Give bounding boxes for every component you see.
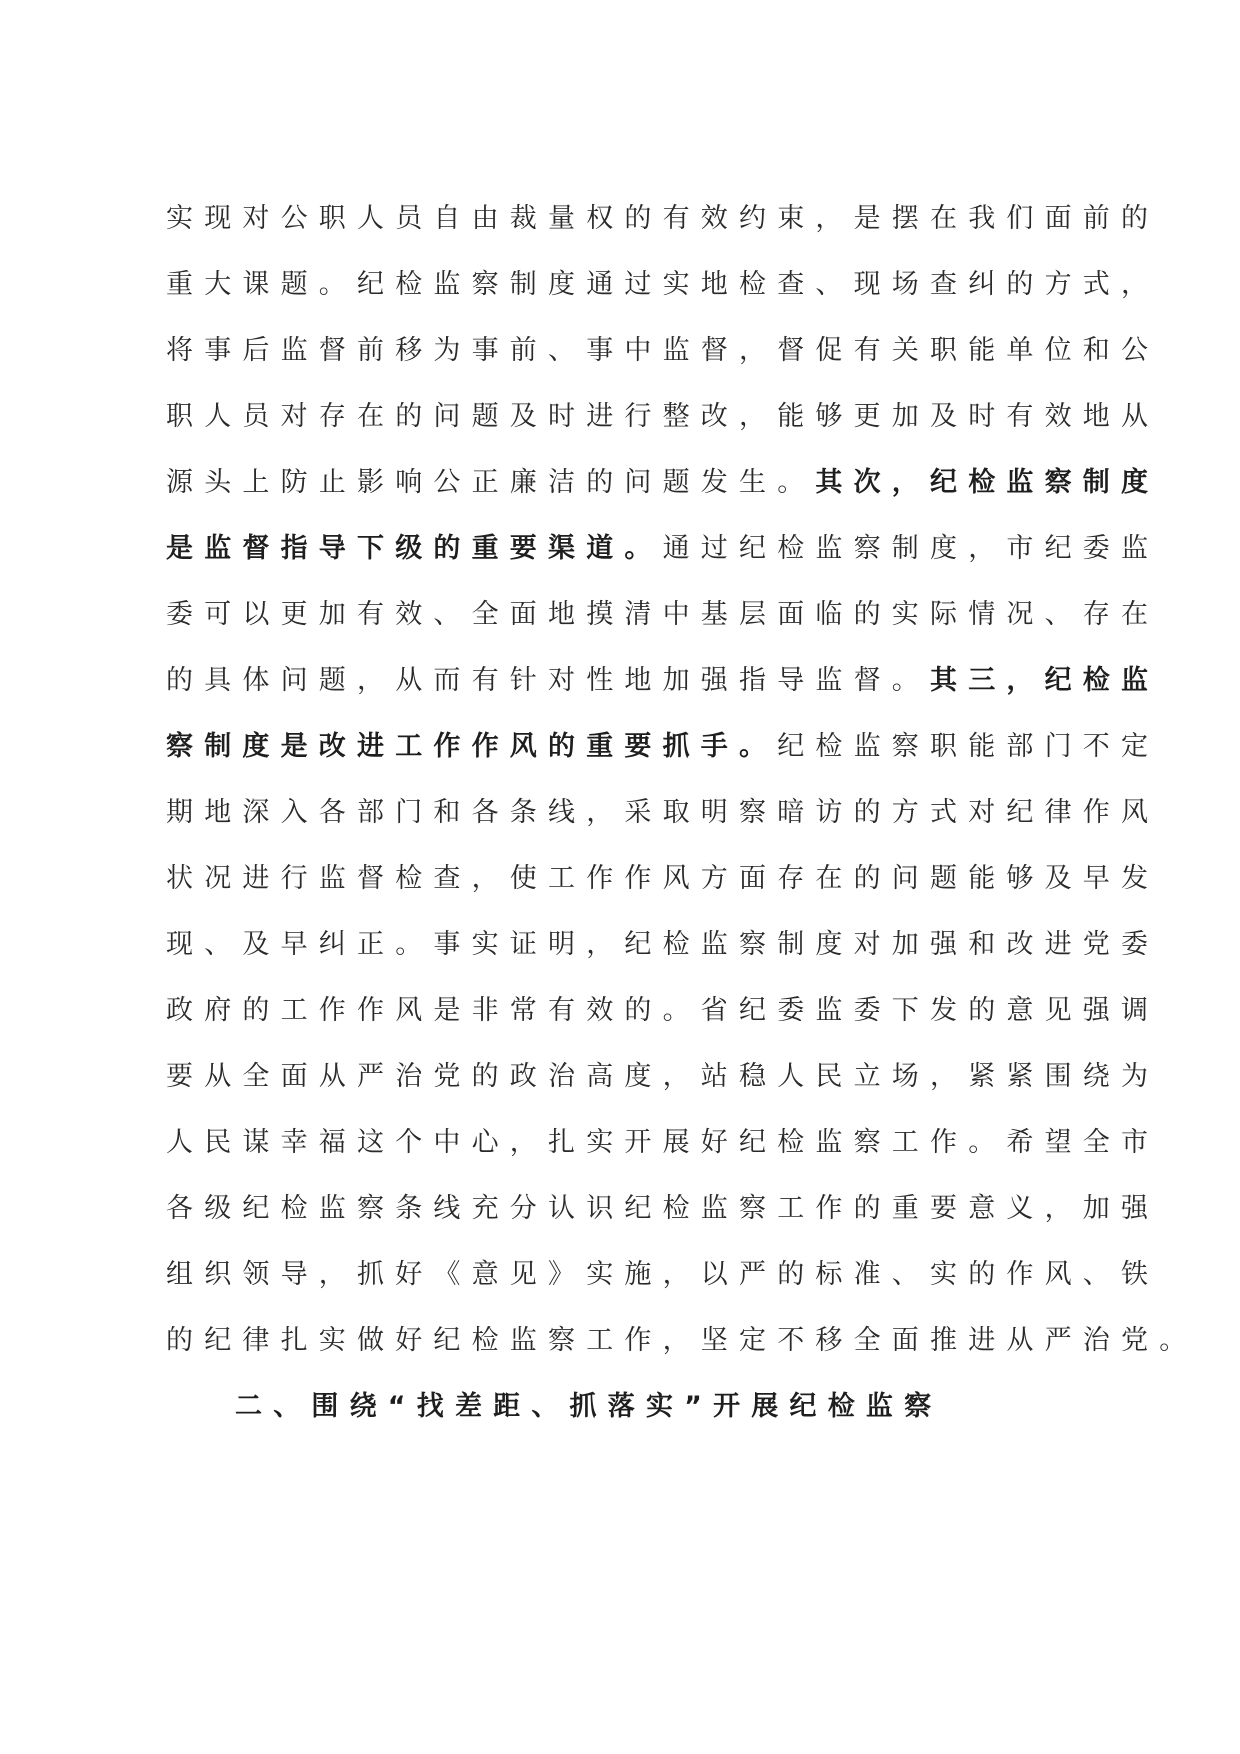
text-run: 的具体问题，从而有针对性地加强指导监督。 (166, 665, 930, 696)
text-line (166, 456, 1160, 522)
text-run: 通过纪检监察制度，市纪委监 (662, 533, 1160, 564)
text-run: 现、及早纠正。事实证明，纪检监察制度对加强和改进党委 (166, 929, 1160, 960)
text-run: 将事后监督前移为事前、事中监督，督促有关职能单位和公 (166, 335, 1160, 366)
text-run: 状况进行监督检查，使工作作风方面存在的问题能够及早发 (166, 863, 1160, 894)
text-line (166, 918, 1160, 984)
bold-text-run: 其次，纪检监察制度 (815, 467, 1160, 498)
text-line (166, 720, 1160, 786)
text-run: 源头上防止影响公正廉洁的问题发生。 (166, 467, 816, 498)
text-line (166, 852, 1160, 918)
text-run: 组织领导，抓好《意见》实施，以严的标准、实的作风、铁 (166, 1259, 1160, 1290)
text-line (166, 324, 1160, 390)
text-run: 政府的工作作风是非常有效的。省纪委监委下发的意见强调 (166, 995, 1160, 1026)
text-run: 要从全面从严治党的政治高度，站稳人民立场，紧紧围绕为 (166, 1061, 1160, 1092)
text-line (166, 1050, 1160, 1116)
text-line (166, 192, 1160, 258)
text-run: 人民谋幸福这个中心，扎实开展好纪检监察工作。希望全市 (166, 1127, 1160, 1158)
bold-text-run: 其三，纪检监 (930, 665, 1160, 696)
text-run: 委可以更加有效、全面地摸清中基层面临的实际情况、存在 (166, 599, 1160, 630)
text-line (166, 654, 1160, 720)
text-line (166, 588, 1160, 654)
text-line (166, 390, 1160, 456)
text-run: 实现对公职人员自由裁量权的有效约束，是摆在我们面前的 (166, 203, 1160, 234)
text-run: 重大课题。纪检监察制度通过实地检查、现场查纠的方式， (166, 269, 1160, 300)
text-line (166, 1314, 1198, 1380)
bold-text-run: 察制度是改进工作作风的重要抓手。 (166, 731, 778, 762)
bold-text-run: 是监督指导下级的重要渠道。 (166, 533, 663, 564)
paragraph (166, 192, 1198, 1380)
text-run: 各级纪检监察条线充分认识纪检监察工作的重要意义，加强 (166, 1193, 1160, 1224)
text-run: 纪检监察职能部门不定 (777, 731, 1160, 762)
text-run: 职人员对存在的问题及时进行整改，能够更加及时有效地从 (166, 401, 1160, 432)
text-line (166, 984, 1160, 1050)
text-line (166, 1182, 1160, 1248)
text-line (166, 258, 1160, 324)
text-run: 期地深入各部门和各条线，采取明察暗访的方式对纪律作风 (166, 797, 1160, 828)
text-run: 的纪律扎实做好纪检监察工作，坚定不移全面推进从严治党。 (166, 1325, 1198, 1356)
text-line (166, 1248, 1160, 1314)
text-line (166, 522, 1160, 588)
text-line (166, 786, 1160, 852)
document-body (166, 192, 1198, 1446)
section-heading: 二、围绕“找差距、抓落实”开展纪检监察 (235, 1391, 943, 1422)
text-line (166, 1116, 1160, 1182)
